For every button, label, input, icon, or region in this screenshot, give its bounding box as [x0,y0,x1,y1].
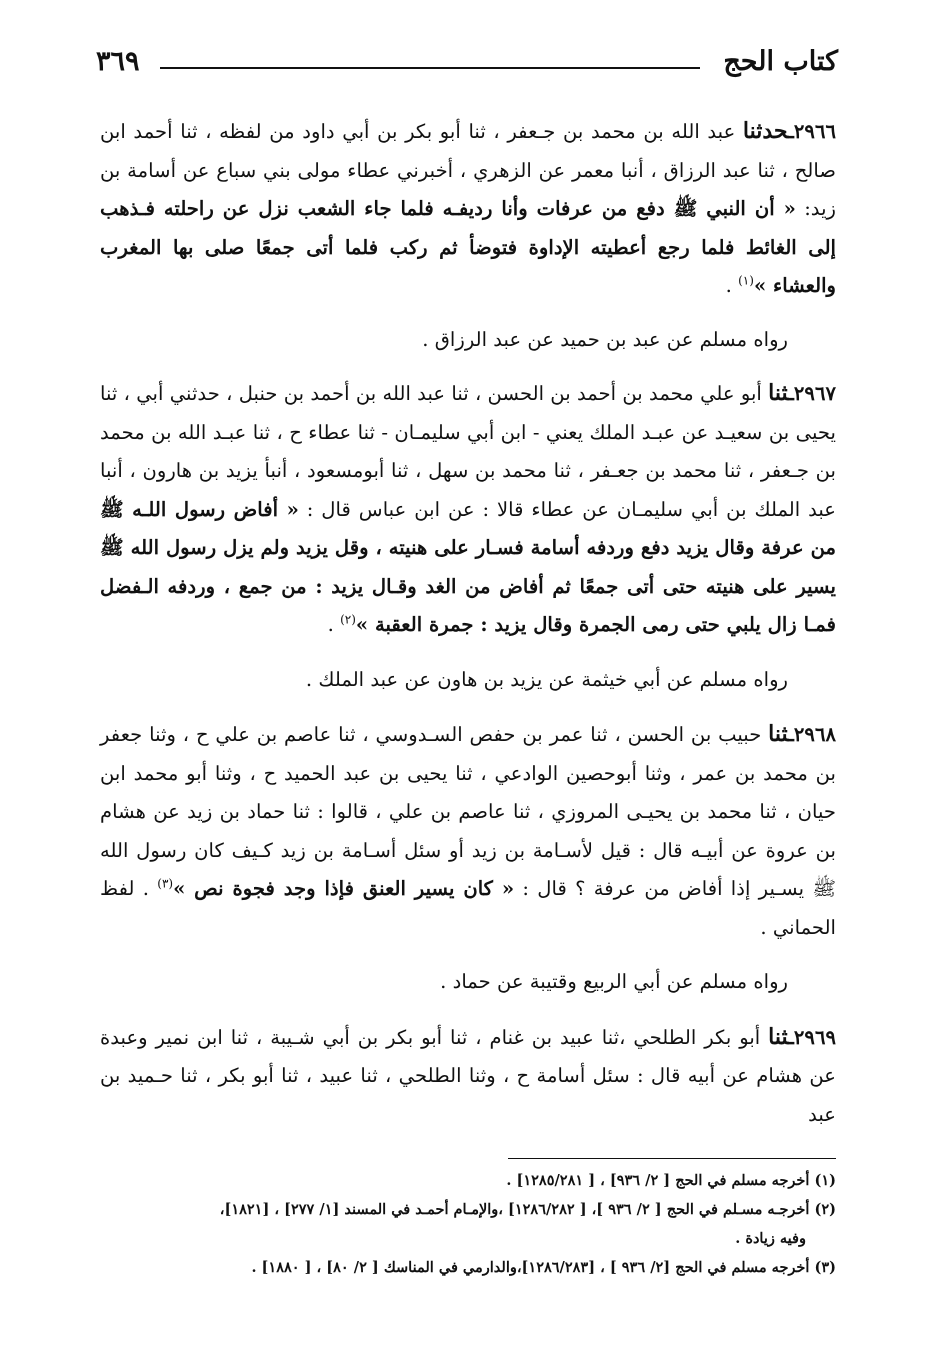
hadith-paragraph [100,112,836,306]
trailing-text: . [327,613,341,636]
trailing-text: . لفظ الحماني . [100,877,836,939]
footnote: (٣) أخرجه مسلم في الحج [٢/ ٩٣٦ ] ، [١٢٨٦/٢٨٣]،والدارمي في المناسك [ ٢/ ٨٠] ، [ ١٨٨٠] . [251,1259,836,1276]
footnote: (٢) أخرجـه مسـلم في الحج [ ٢/ ٩٣٦ ]، [ ١٢٨٦/٢٨٢] ،والإمـام أحمـد في المسند [١/ ٢٧٧] ، [١٨٢١]، [219,1201,836,1218]
isnad-text: أبو بكر الطلحي ،ثنا عبيد بن غنام ، ثنا أبو بكر بن أبي شـيبة ، ثنا ابن نمير وعبدة عن هشام عن أبيه قال : سئل أسامة ح ، وثنا الطلحي ، ثنا عبيد ، ثنا أبو بكر ، ثنا حـميد بن عبد [100,1025,836,1126]
isnad-text: حبيب بن الحسن ، ثنا عمر بن حفص السـدوسي ، ثنا عاصم بن علي ح ، وثنا جعفر بن محمد بن عمر ، وثنا أبوحصين الوادعي ، ثنا يحيى بن عبد الحميد ح ، وثنا أبو محمد ابن حيان ، ثنا محمد بن يحيـى المروزي ، ثنا عاصم بن علي ، قالوا : ثنا حماد بن زيد عن هشام بن عروة عن أبيـه قال : قيل لأسـامة بن زيد أو سئل أسـامة بن زيد كـيف كان رسول الله ﷺ يسـير إذا أفاض من عرفة ؟ قال : [100,723,837,900]
hadith-paragraph [100,715,836,947]
matn-quote: « كان يسير العنق فإذا وجد فجوة نص » [173,877,515,900]
book-title: كتاب الحج [723,46,838,77]
riwaya-note: رواه مسلم عن أبي خيثمة عن يزيد بن هاون عن عبد الملك . [305,667,788,691]
footnote-separator [508,1158,836,1159]
footnote-continuation: وفيه زيادة . [735,1230,806,1247]
riwaya-note: رواه مسلم عن عبد بن حميد عن عبد الرزاق . [422,327,788,351]
isnad-text: عبد الله بن محمد بن جـعفر ، ثنا أبو بكر بن أبي داود من لفظه ، ثنا أحمد ابن صالح ، ثنا عبد الرزاق ، أنبا معمر عن الزهري ، أخبرني عطاء مولى بني سباع عن أسامة بن زيد: [100,120,836,220]
matn-quote: « أن النبي ﷺ دفع من عرفات وأنا رديفـه فلما جاء الشعب نزل عن راحلته فـذهب إلى الغائط فلما رجع أعطيته الإداوة فتوضأ ثم ركب فلما أتى جمعًا صلى بها المغرب والعشاء » [100,197,836,297]
hadith-number: ٢٩٦٦ـ [788,120,836,143]
main-text [100,112,836,1134]
hadith-number: ٢٩٦٨ـ [788,723,836,746]
isnad-text: أبو علي محمد بن أحمد بن الحسن ، ثنا عبد الله بن أحمد بن حنبل ، حدثني أبي ، ثنا يحيى بن سعيـد عن عبـد الملك يعني - ابن أبي سليمـان - ثنا عطاء ح ، ثنا عبـد الله بن محمد بن جـعفر ، ثنا محمد بن جعـفر ، ثنا محمد بن سهل ، ثنا أبومسعود ، أنبأ يزيد بن هارون ، أنبا عبد الملك بن أبي سليمـان عن عطاء قالا : عن ابن عباس قال : [100,382,836,521]
hadith-keyword: حدثنا [742,118,789,144]
hadith-keyword: ثنا [768,721,789,747]
footnote-reference: (٢) [340,612,356,627]
hadith-paragraph [100,1018,836,1135]
hadith-paragraph [100,374,836,645]
footnotes [98,1166,836,1282]
header-rule [160,67,700,69]
footnote: (١) أخرجه مسلم في الحج [ ٢/ ٩٣٦] ، [ ١٢٨٥/٢٨١] . [506,1172,836,1189]
page-number: ٣٦٩ [96,46,140,77]
hadith-number: ٢٩٦٩ـ [788,1025,836,1049]
hadith-number: ٢٩٦٧ـ [788,382,836,405]
footnote-reference: (٣) [157,876,174,891]
footnote-reference: (١) [738,273,754,288]
matn-quote: « أفاض رسول اللـه ﷺ من عرفة وقال يزيد دفع وردفه أسامة فسـار على هنيته ، وقل يزيد ولم يزل رسول الله ﷺ يسير على هنيته حتى أتى جمعًا ثم أفاض من الغد وقـال يزيد : من جمع ، وردفه الـفضل فمـا زال يلبي حتى رمى الجمرة وقال يزيد : جمرة العقبة » [100,497,836,636]
page-header [96,46,838,82]
trailing-text: . [725,274,739,297]
riwaya-note: رواه مسلم عن أبي الربيع وقتيبة عن حماد . [440,970,788,993]
hadith-keyword: ثنا [768,1023,789,1050]
hadith-keyword: ثنا [768,380,789,406]
